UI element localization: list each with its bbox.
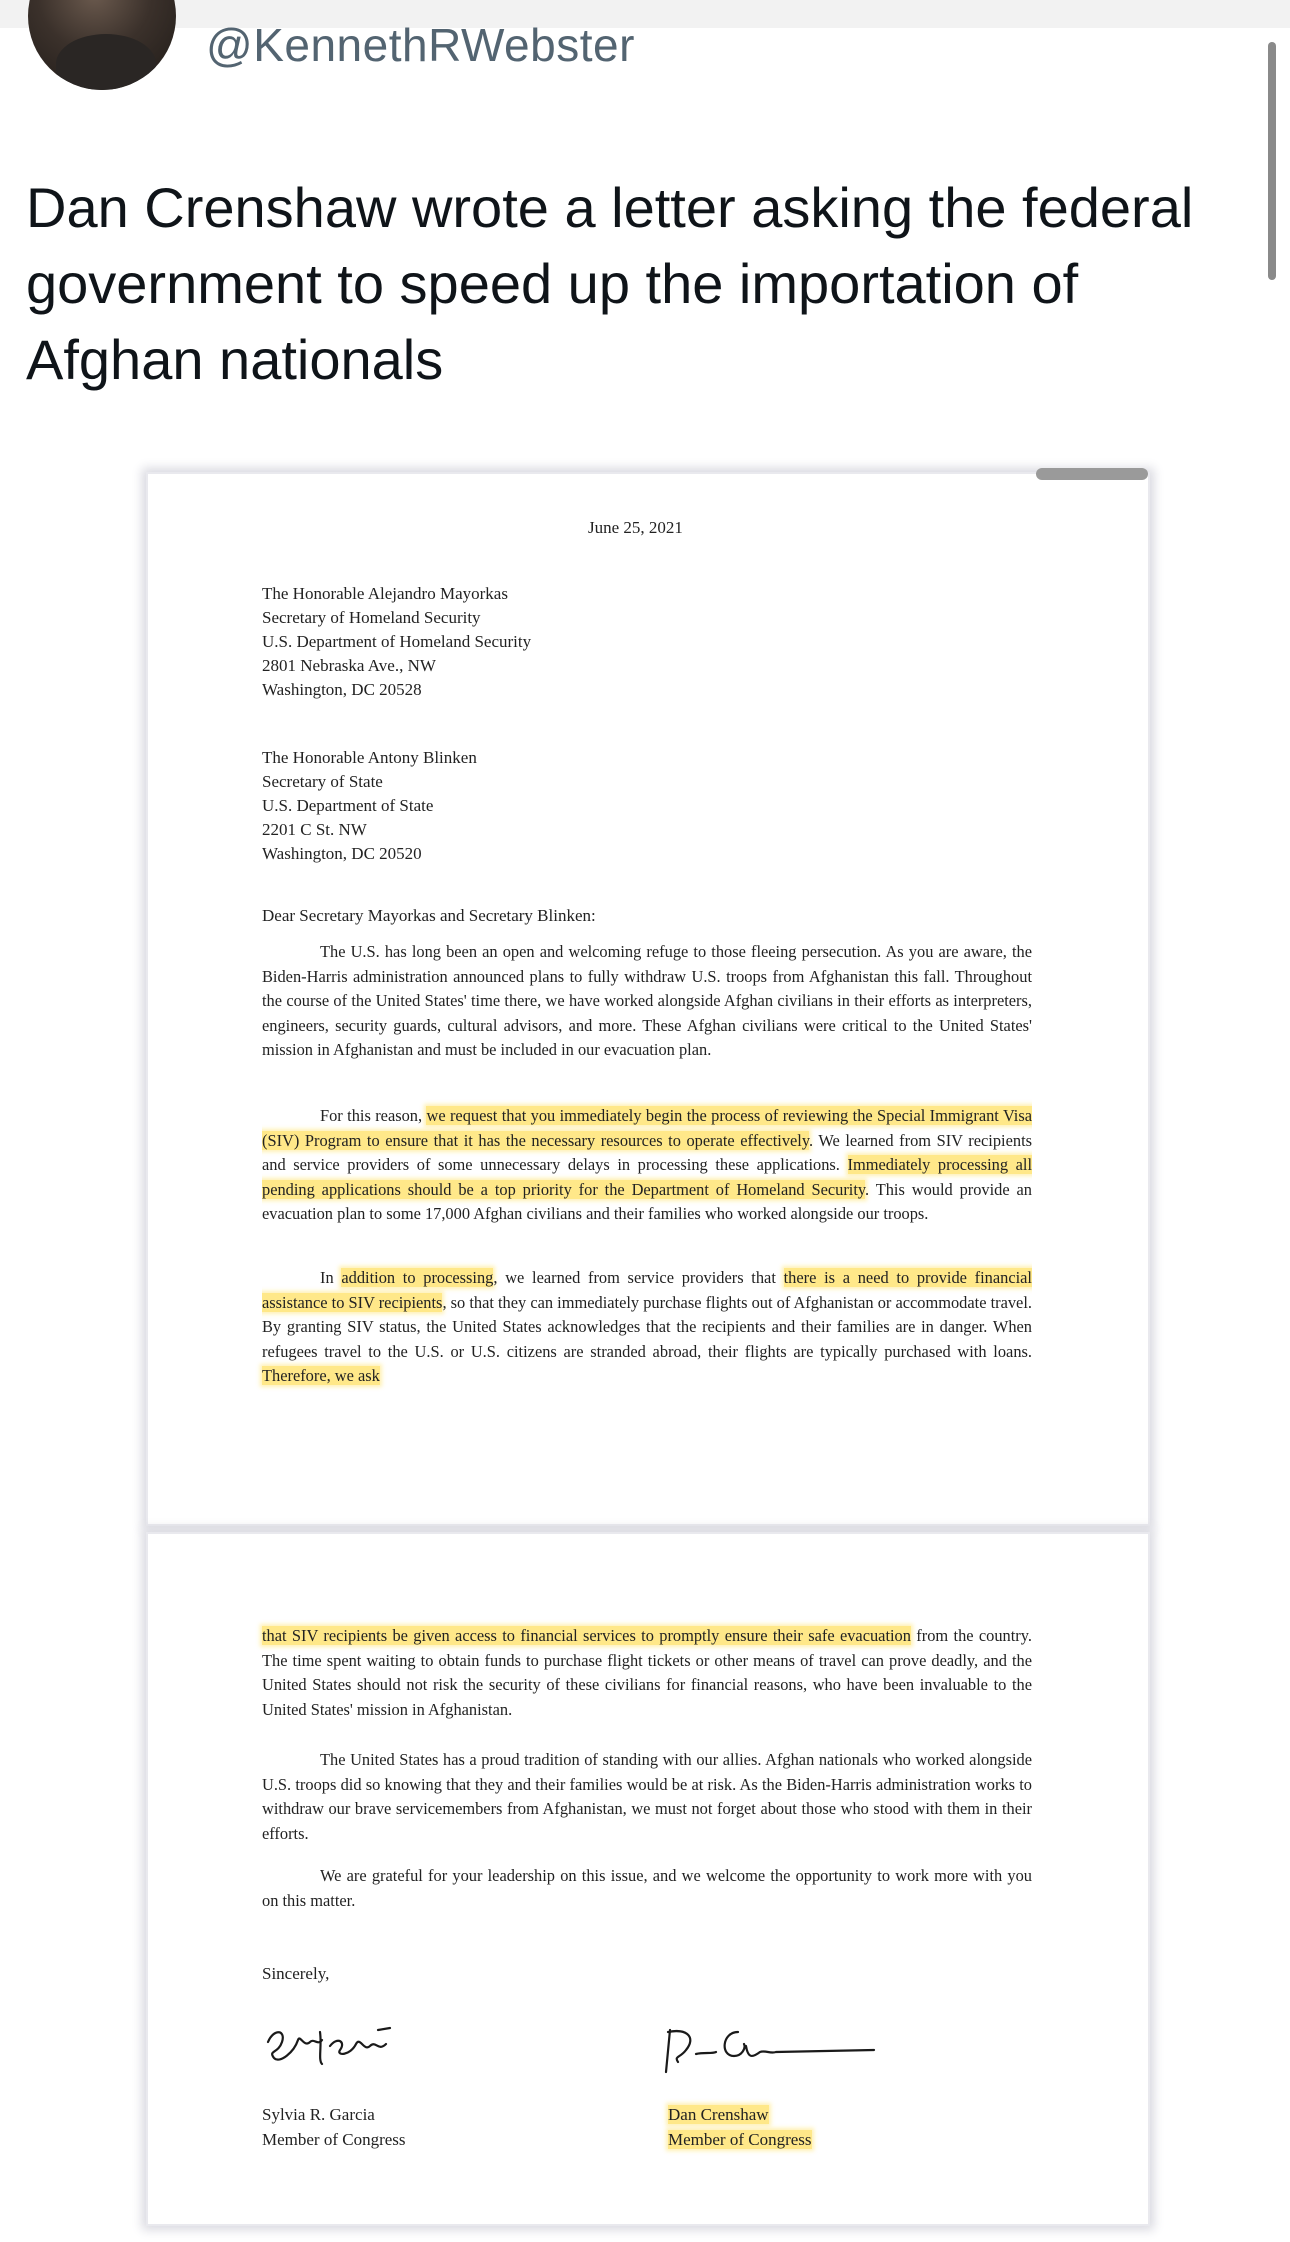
scrollbar-thumb[interactable] [1268, 42, 1276, 280]
address-line: The Honorable Antony Blinken [262, 748, 477, 767]
address-line: U.S. Department of State [262, 796, 434, 815]
paragraph-2 [262, 1104, 1032, 1227]
paragraph-1: The U.S. has long been an open and welcoming refuge to those fleeing persecution. As you are aware, the Biden-Harris administration announced plans to fully withdraw U.S. troops from Afghanistan this fall. Throughout the course of the United States' time there, we have worked alongside Afghan civilians in their efforts as interpreters, engineers, security guards, cultural advisors, and more. These Afghan civilians were critical to the United States' mission in Afghanistan and must be included in our evacuation plan. [262, 942, 1032, 1060]
paragraph-5: The United States has a proud tradition of standing with our allies. Afghan nationals who worked alongside U.S. troops did so knowing that they and their families would be at risk. As the Biden-Harris administration works to withdraw our brave servicemembers from Afghanistan, we must not forget about those who stood with them in their efforts. [262, 1750, 1032, 1843]
address-line: The Honorable Alejandro Mayorkas [262, 584, 508, 603]
paragraph-4 [262, 1624, 1032, 1722]
signer-name: Sylvia R. Garcia [262, 2105, 375, 2124]
top-status-strip [0, 0, 1290, 28]
signer-name: Dan Crenshaw [668, 2105, 769, 2124]
text-run: For this reason, [320, 1106, 427, 1125]
highlighted-text: we request that you immediately begin the process of reviewing the Special Immigrant Visa (SIV) Program to ensure that it has the necessary resources to operate effectively [262, 1106, 1033, 1150]
address-line: U.S. Department of Homeland Security [262, 632, 532, 651]
highlighted-text: that SIV recipients be given access to financial services to promptly ensure their safe evacuation [262, 1626, 911, 1645]
letter-page-1 [148, 474, 1148, 1524]
paragraph-6: We are grateful for your leadership on this issue, and we welcome the opportunity to work more with you on this matter. [262, 1866, 1032, 1910]
signer-title: Member of Congress [668, 2130, 812, 2149]
tweet-text: Dan Crenshaw wrote a letter asking the federal government to speed up the importation of Afghan nationals [26, 176, 1194, 391]
text-run: from the country. The time spent waiting to obtain funds to purchase flight tickets or other means of travel can prove deadly, and the United States should not risk the security of these civilians for financial reasons, who have been invaluable to the United States' mission in Afghanistan. [262, 1626, 1032, 1719]
closing: Sincerely, [262, 1964, 330, 1983]
highlighted-text: addition to processing [341, 1268, 494, 1287]
signer-crenshaw [668, 2102, 812, 2152]
avatar-figure [56, 34, 156, 90]
salutation: Dear Secretary Mayorkas and Secretary Blinken: [262, 906, 596, 925]
text-run: , we learned from service providers that [493, 1268, 784, 1287]
address-line: 2801 Nebraska Ave., NW [262, 656, 436, 675]
user-handle[interactable]: @KennethRWebster [206, 19, 635, 71]
address-line: 2201 C St. NW [262, 820, 367, 839]
page-edge-mark [1036, 468, 1148, 480]
recipient-address-mayorkas [262, 582, 531, 702]
text-run: . This would provide an evacuation plan to some 17,000 Afghan civilians and their families who worked alongside our troops. [262, 1179, 1032, 1224]
address-line: Washington, DC 20528 [262, 680, 422, 699]
recipient-address-blinken [262, 746, 477, 866]
address-line: Washington, DC 20520 [262, 844, 422, 863]
user-avatar[interactable] [28, 0, 176, 90]
address-line: Secretary of State [262, 772, 383, 791]
text-run: , so that they can immediately purchase flights out of Afghanistan or accommodate travel. By granting SIV status, the United States acknowledges that the recipients and their families are in danger. When refugees travel to the U.S. or U.S. citizens are stranded abroad, their flights are typically purchased with loans. [262, 1292, 1032, 1361]
letter-date: June 25, 2021 [588, 518, 683, 537]
text-run: In [320, 1268, 342, 1287]
highlighted-text: there is a need to provide financial assistance to SIV recipients [262, 1268, 1032, 1312]
letter-page-2 [148, 1534, 1148, 2224]
text-run: . We learned from SIV recipients and service providers of some unnecessary delays in processing these applications. [262, 1130, 1033, 1175]
address-line: Secretary of Homeland Security [262, 608, 481, 627]
signer-garcia [262, 2102, 406, 2152]
signature-garcia [260, 2012, 440, 2072]
highlighted-text: Immediately processing all pending applications should be a top priority for the Department of Homeland Security [262, 1155, 1032, 1199]
signature-crenshaw [656, 2022, 886, 2078]
highlighted-text: Therefore, we ask [262, 1366, 380, 1386]
signer-title: Member of Congress [262, 2130, 406, 2149]
paragraph-3 [262, 1266, 1032, 1389]
tweet-media-image[interactable] [120, 462, 1170, 2242]
